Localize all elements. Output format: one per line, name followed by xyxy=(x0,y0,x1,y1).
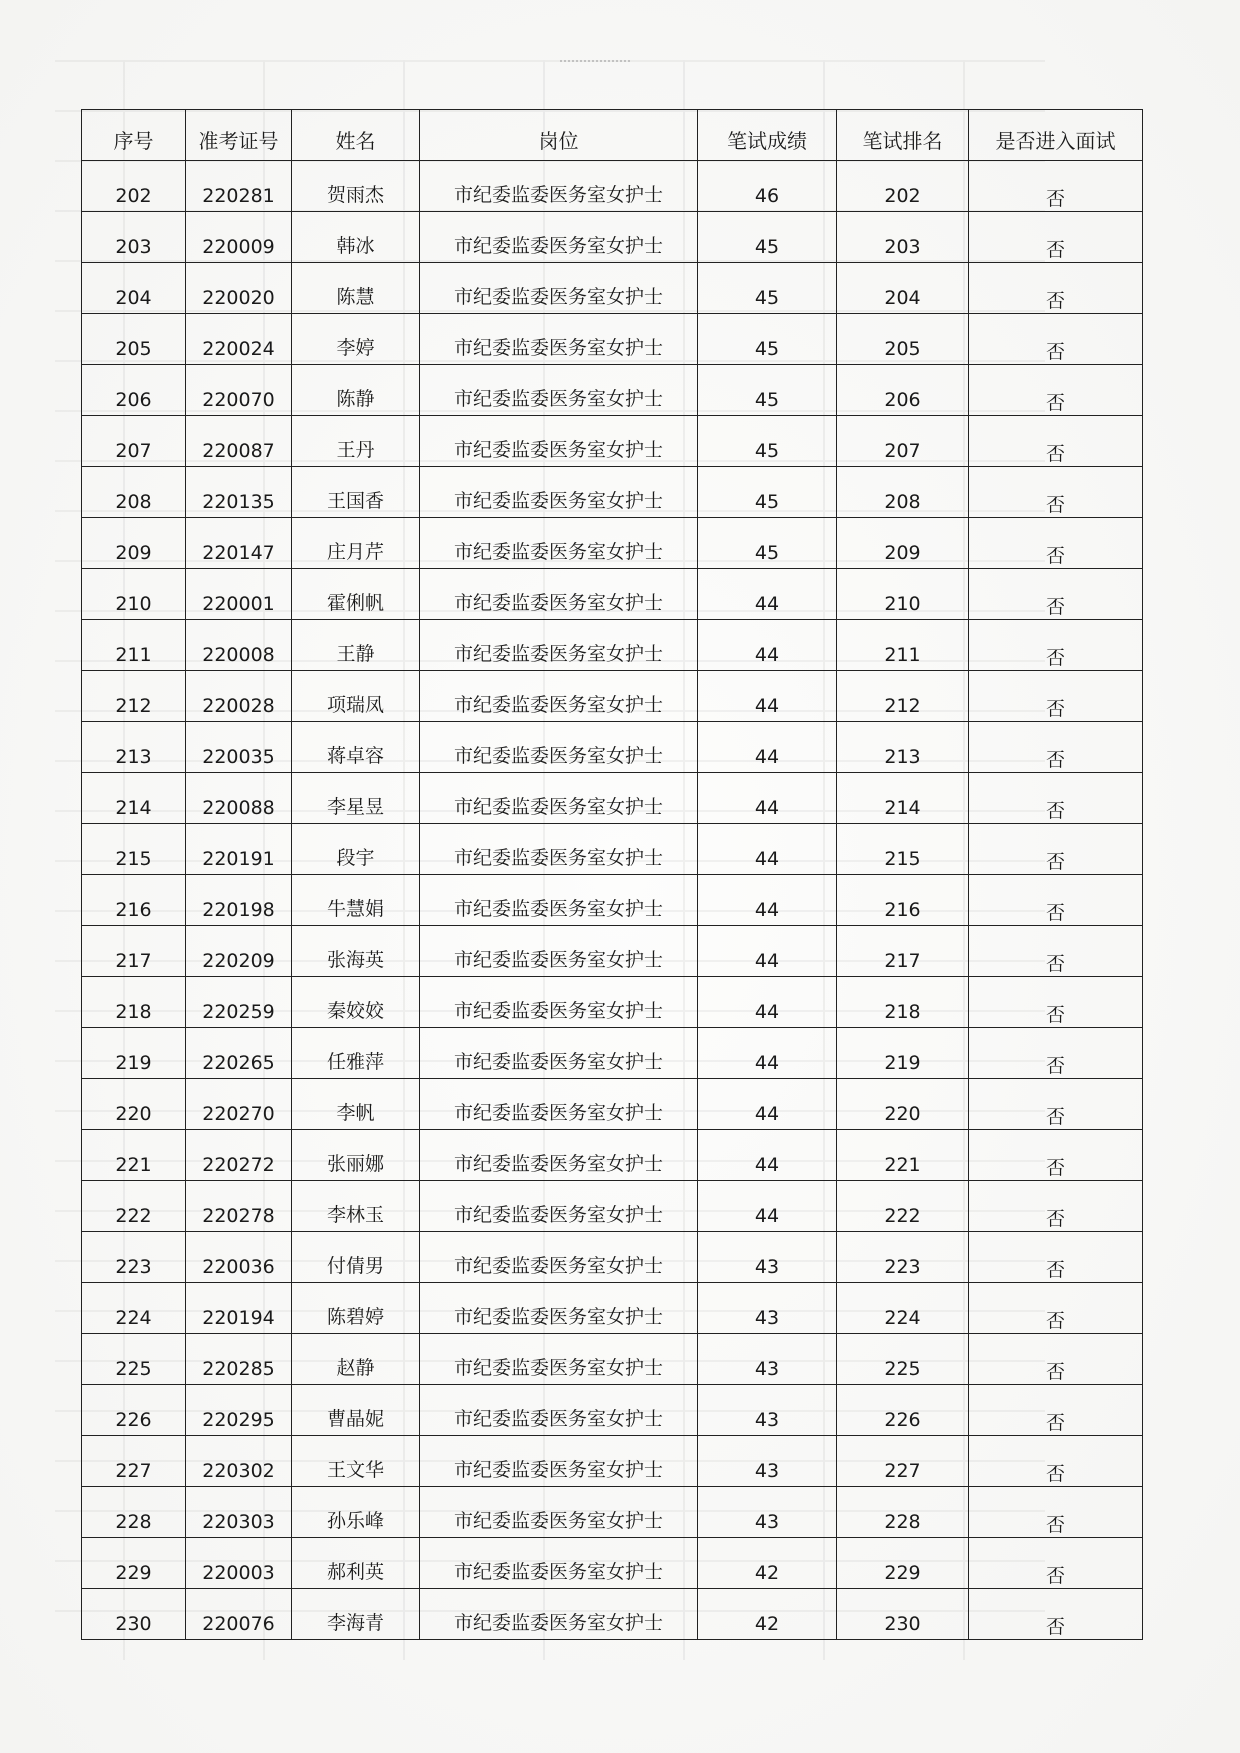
cell-rank: 206 xyxy=(837,365,969,416)
cell-interview: 否 xyxy=(969,569,1143,620)
table-row xyxy=(82,1538,1143,1589)
cell-ticket: 220278 xyxy=(186,1181,292,1232)
cell-rank: 202 xyxy=(837,161,969,212)
cell-interview: 否 xyxy=(969,722,1143,773)
score-table xyxy=(81,109,1143,1640)
table-row xyxy=(82,977,1143,1028)
cell-name: 付倩男 xyxy=(292,1232,420,1283)
header-ticket: 准考证号 xyxy=(186,110,292,161)
cell-score: 43 xyxy=(698,1232,837,1283)
cell-position: 市纪委监委医务室女护士 xyxy=(420,1232,698,1283)
cell-score: 45 xyxy=(698,314,837,365)
cell-score: 44 xyxy=(698,977,837,1028)
cell-score: 45 xyxy=(698,467,837,518)
cell-rank: 226 xyxy=(837,1385,969,1436)
cell-name: 陈碧婷 xyxy=(292,1283,420,1334)
cell-name: 段宇 xyxy=(292,824,420,875)
cell-position: 市纪委监委医务室女护士 xyxy=(420,773,698,824)
cell-interview: 否 xyxy=(969,212,1143,263)
cell-interview: 否 xyxy=(969,1385,1143,1436)
scan-mark xyxy=(560,60,630,76)
cell-seq: 206 xyxy=(82,365,186,416)
header-interview: 是否进入面试 xyxy=(969,110,1143,161)
cell-seq: 217 xyxy=(82,926,186,977)
cell-score: 44 xyxy=(698,1181,837,1232)
cell-score: 43 xyxy=(698,1487,837,1538)
cell-name: 陈慧 xyxy=(292,263,420,314)
cell-ticket: 220076 xyxy=(186,1589,292,1640)
cell-ticket: 220024 xyxy=(186,314,292,365)
cell-interview: 否 xyxy=(969,1181,1143,1232)
cell-rank: 213 xyxy=(837,722,969,773)
header-position: 岗位 xyxy=(420,110,698,161)
cell-ticket: 220198 xyxy=(186,875,292,926)
table-row xyxy=(82,467,1143,518)
table-row xyxy=(82,1334,1143,1385)
cell-score: 45 xyxy=(698,416,837,467)
cell-position: 市纪委监委医务室女护士 xyxy=(420,161,698,212)
cell-rank: 217 xyxy=(837,926,969,977)
cell-rank: 227 xyxy=(837,1436,969,1487)
table-body xyxy=(82,161,1143,1640)
cell-name: 张海英 xyxy=(292,926,420,977)
header-row xyxy=(82,110,1143,161)
header-name: 姓名 xyxy=(292,110,420,161)
cell-seq: 219 xyxy=(82,1028,186,1079)
cell-name: 项瑞凤 xyxy=(292,671,420,722)
cell-position: 市纪委监委医务室女护士 xyxy=(420,314,698,365)
table-row xyxy=(82,212,1143,263)
cell-interview: 否 xyxy=(969,1334,1143,1385)
cell-rank: 225 xyxy=(837,1334,969,1385)
cell-name: 李帆 xyxy=(292,1079,420,1130)
cell-seq: 218 xyxy=(82,977,186,1028)
cell-score: 44 xyxy=(698,722,837,773)
cell-ticket: 220295 xyxy=(186,1385,292,1436)
cell-seq: 221 xyxy=(82,1130,186,1181)
table-row xyxy=(82,1130,1143,1181)
cell-position: 市纪委监委医务室女护士 xyxy=(420,569,698,620)
cell-position: 市纪委监委医务室女护士 xyxy=(420,1385,698,1436)
table-row xyxy=(82,1436,1143,1487)
cell-interview: 否 xyxy=(969,263,1143,314)
cell-score: 45 xyxy=(698,518,837,569)
cell-rank: 211 xyxy=(837,620,969,671)
cell-seq: 226 xyxy=(82,1385,186,1436)
cell-ticket: 220087 xyxy=(186,416,292,467)
cell-ticket: 220035 xyxy=(186,722,292,773)
cell-ticket: 220303 xyxy=(186,1487,292,1538)
cell-position: 市纪委监委医务室女护士 xyxy=(420,1589,698,1640)
cell-seq: 228 xyxy=(82,1487,186,1538)
cell-name: 郝利英 xyxy=(292,1538,420,1589)
cell-rank: 224 xyxy=(837,1283,969,1334)
cell-rank: 216 xyxy=(837,875,969,926)
table-row xyxy=(82,773,1143,824)
cell-rank: 209 xyxy=(837,518,969,569)
cell-name: 李海青 xyxy=(292,1589,420,1640)
cell-seq: 209 xyxy=(82,518,186,569)
cell-rank: 228 xyxy=(837,1487,969,1538)
cell-ticket: 220001 xyxy=(186,569,292,620)
cell-name: 陈静 xyxy=(292,365,420,416)
table-row xyxy=(82,161,1143,212)
header-seq: 序号 xyxy=(82,110,186,161)
cell-interview: 否 xyxy=(969,314,1143,365)
cell-position: 市纪委监委医务室女护士 xyxy=(420,1436,698,1487)
cell-ticket: 220270 xyxy=(186,1079,292,1130)
cell-seq: 210 xyxy=(82,569,186,620)
cell-ticket: 220020 xyxy=(186,263,292,314)
cell-ticket: 220302 xyxy=(186,1436,292,1487)
cell-position: 市纪委监委医务室女护士 xyxy=(420,722,698,773)
cell-position: 市纪委监委医务室女护士 xyxy=(420,518,698,569)
cell-position: 市纪委监委医务室女护士 xyxy=(420,1487,698,1538)
cell-name: 秦姣姣 xyxy=(292,977,420,1028)
cell-interview: 否 xyxy=(969,1538,1143,1589)
cell-seq: 203 xyxy=(82,212,186,263)
cell-interview: 否 xyxy=(969,1487,1143,1538)
cell-score: 44 xyxy=(698,620,837,671)
cell-position: 市纪委监委医务室女护士 xyxy=(420,620,698,671)
cell-seq: 222 xyxy=(82,1181,186,1232)
cell-name: 王丹 xyxy=(292,416,420,467)
cell-ticket: 220135 xyxy=(186,467,292,518)
table-row xyxy=(82,569,1143,620)
table-row xyxy=(82,263,1143,314)
cell-ticket: 220036 xyxy=(186,1232,292,1283)
cell-ticket: 220285 xyxy=(186,1334,292,1385)
cell-name: 蒋卓容 xyxy=(292,722,420,773)
cell-score: 43 xyxy=(698,1334,837,1385)
table-row xyxy=(82,416,1143,467)
cell-seq: 204 xyxy=(82,263,186,314)
cell-interview: 否 xyxy=(969,518,1143,569)
cell-ticket: 220265 xyxy=(186,1028,292,1079)
cell-interview: 否 xyxy=(969,161,1143,212)
cell-ticket: 220191 xyxy=(186,824,292,875)
table-row xyxy=(82,671,1143,722)
cell-ticket: 220281 xyxy=(186,161,292,212)
cell-seq: 202 xyxy=(82,161,186,212)
cell-score: 44 xyxy=(698,1130,837,1181)
cell-name: 霍俐帆 xyxy=(292,569,420,620)
cell-seq: 207 xyxy=(82,416,186,467)
cell-position: 市纪委监委医务室女护士 xyxy=(420,1181,698,1232)
cell-rank: 218 xyxy=(837,977,969,1028)
cell-name: 李星昱 xyxy=(292,773,420,824)
cell-name: 贺雨杰 xyxy=(292,161,420,212)
cell-ticket: 220147 xyxy=(186,518,292,569)
cell-interview: 否 xyxy=(969,416,1143,467)
cell-score: 44 xyxy=(698,569,837,620)
cell-seq: 225 xyxy=(82,1334,186,1385)
cell-name: 李林玉 xyxy=(292,1181,420,1232)
cell-name: 曹晶妮 xyxy=(292,1385,420,1436)
cell-rank: 214 xyxy=(837,773,969,824)
cell-seq: 216 xyxy=(82,875,186,926)
table-row xyxy=(82,365,1143,416)
cell-position: 市纪委监委医务室女护士 xyxy=(420,977,698,1028)
table-row xyxy=(82,518,1143,569)
cell-seq: 208 xyxy=(82,467,186,518)
cell-name: 任雅萍 xyxy=(292,1028,420,1079)
cell-interview: 否 xyxy=(969,926,1143,977)
table-row xyxy=(82,722,1143,773)
cell-seq: 227 xyxy=(82,1436,186,1487)
cell-rank: 223 xyxy=(837,1232,969,1283)
cell-ticket: 220009 xyxy=(186,212,292,263)
cell-interview: 否 xyxy=(969,1079,1143,1130)
cell-rank: 219 xyxy=(837,1028,969,1079)
cell-rank: 230 xyxy=(837,1589,969,1640)
cell-name: 王国香 xyxy=(292,467,420,518)
cell-rank: 229 xyxy=(837,1538,969,1589)
cell-position: 市纪委监委医务室女护士 xyxy=(420,212,698,263)
cell-rank: 221 xyxy=(837,1130,969,1181)
cell-score: 44 xyxy=(698,926,837,977)
cell-score: 45 xyxy=(698,212,837,263)
cell-interview: 否 xyxy=(969,824,1143,875)
table-row xyxy=(82,1487,1143,1538)
cell-ticket: 220003 xyxy=(186,1538,292,1589)
cell-rank: 220 xyxy=(837,1079,969,1130)
cell-ticket: 220088 xyxy=(186,773,292,824)
cell-score: 46 xyxy=(698,161,837,212)
table-row xyxy=(82,1385,1143,1436)
cell-score: 44 xyxy=(698,1079,837,1130)
cell-position: 市纪委监委医务室女护士 xyxy=(420,467,698,518)
cell-position: 市纪委监委医务室女护士 xyxy=(420,671,698,722)
cell-name: 牛慧娟 xyxy=(292,875,420,926)
cell-rank: 205 xyxy=(837,314,969,365)
cell-interview: 否 xyxy=(969,875,1143,926)
cell-position: 市纪委监委医务室女护士 xyxy=(420,263,698,314)
table-row xyxy=(82,824,1143,875)
cell-name: 庄月芹 xyxy=(292,518,420,569)
cell-interview: 否 xyxy=(969,1232,1143,1283)
cell-score: 42 xyxy=(698,1589,837,1640)
cell-name: 王静 xyxy=(292,620,420,671)
table-row xyxy=(82,1589,1143,1640)
cell-seq: 224 xyxy=(82,1283,186,1334)
cell-seq: 230 xyxy=(82,1589,186,1640)
table-row xyxy=(82,1028,1143,1079)
cell-position: 市纪委监委医务室女护士 xyxy=(420,1028,698,1079)
cell-position: 市纪委监委医务室女护士 xyxy=(420,1283,698,1334)
cell-ticket: 220272 xyxy=(186,1130,292,1181)
cell-rank: 215 xyxy=(837,824,969,875)
cell-position: 市纪委监委医务室女护士 xyxy=(420,824,698,875)
cell-score: 44 xyxy=(698,875,837,926)
cell-interview: 否 xyxy=(969,365,1143,416)
cell-interview: 否 xyxy=(969,1130,1143,1181)
cell-position: 市纪委监委医务室女护士 xyxy=(420,926,698,977)
cell-name: 张丽娜 xyxy=(292,1130,420,1181)
cell-seq: 229 xyxy=(82,1538,186,1589)
cell-rank: 212 xyxy=(837,671,969,722)
cell-score: 44 xyxy=(698,1028,837,1079)
cell-rank: 222 xyxy=(837,1181,969,1232)
cell-score: 43 xyxy=(698,1436,837,1487)
cell-ticket: 220209 xyxy=(186,926,292,977)
cell-ticket: 220259 xyxy=(186,977,292,1028)
cell-interview: 否 xyxy=(969,1028,1143,1079)
table-row xyxy=(82,1079,1143,1130)
cell-seq: 220 xyxy=(82,1079,186,1130)
cell-ticket: 220194 xyxy=(186,1283,292,1334)
cell-score: 44 xyxy=(698,824,837,875)
cell-score: 44 xyxy=(698,671,837,722)
cell-seq: 211 xyxy=(82,620,186,671)
cell-position: 市纪委监委医务室女护士 xyxy=(420,416,698,467)
cell-seq: 223 xyxy=(82,1232,186,1283)
cell-position: 市纪委监委医务室女护士 xyxy=(420,1334,698,1385)
cell-rank: 208 xyxy=(837,467,969,518)
cell-name: 赵静 xyxy=(292,1334,420,1385)
cell-seq: 215 xyxy=(82,824,186,875)
cell-interview: 否 xyxy=(969,1283,1143,1334)
cell-interview: 否 xyxy=(969,620,1143,671)
cell-rank: 203 xyxy=(837,212,969,263)
table-row xyxy=(82,1232,1143,1283)
cell-position: 市纪委监委医务室女护士 xyxy=(420,1538,698,1589)
cell-name: 韩冰 xyxy=(292,212,420,263)
table-row xyxy=(82,1283,1143,1334)
cell-score: 43 xyxy=(698,1283,837,1334)
cell-seq: 205 xyxy=(82,314,186,365)
cell-score: 45 xyxy=(698,365,837,416)
cell-seq: 212 xyxy=(82,671,186,722)
header-rank: 笔试排名 xyxy=(837,110,969,161)
cell-position: 市纪委监委医务室女护士 xyxy=(420,1079,698,1130)
cell-interview: 否 xyxy=(969,1589,1143,1640)
cell-position: 市纪委监委医务室女护士 xyxy=(420,875,698,926)
cell-seq: 213 xyxy=(82,722,186,773)
cell-interview: 否 xyxy=(969,773,1143,824)
cell-name: 李婷 xyxy=(292,314,420,365)
cell-score: 43 xyxy=(698,1385,837,1436)
table-row xyxy=(82,875,1143,926)
cell-score: 42 xyxy=(698,1538,837,1589)
cell-rank: 210 xyxy=(837,569,969,620)
cell-ticket: 220070 xyxy=(186,365,292,416)
cell-rank: 207 xyxy=(837,416,969,467)
cell-ticket: 220008 xyxy=(186,620,292,671)
cell-interview: 否 xyxy=(969,1436,1143,1487)
cell-seq: 214 xyxy=(82,773,186,824)
cell-interview: 否 xyxy=(969,467,1143,518)
cell-position: 市纪委监委医务室女护士 xyxy=(420,1130,698,1181)
table-row xyxy=(82,314,1143,365)
cell-interview: 否 xyxy=(969,671,1143,722)
cell-score: 45 xyxy=(698,263,837,314)
table-row xyxy=(82,620,1143,671)
cell-name: 王文华 xyxy=(292,1436,420,1487)
cell-score: 44 xyxy=(698,773,837,824)
cell-name: 孙乐峰 xyxy=(292,1487,420,1538)
cell-rank: 204 xyxy=(837,263,969,314)
cell-ticket: 220028 xyxy=(186,671,292,722)
header-score: 笔试成绩 xyxy=(698,110,837,161)
table-row xyxy=(82,1181,1143,1232)
cell-position: 市纪委监委医务室女护士 xyxy=(420,365,698,416)
table-row xyxy=(82,926,1143,977)
cell-interview: 否 xyxy=(969,977,1143,1028)
